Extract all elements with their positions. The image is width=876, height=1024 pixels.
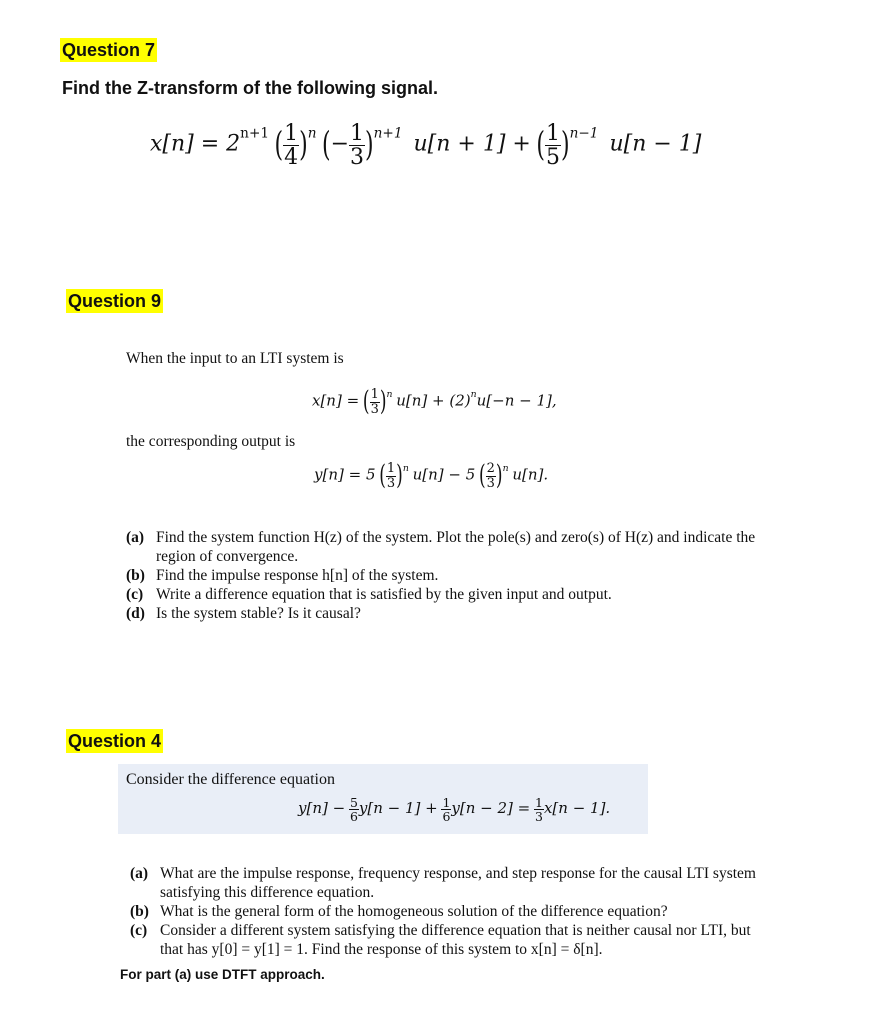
q4-parts — [130, 864, 770, 959]
q4-intro: Consider the difference equation — [126, 771, 335, 788]
q7-eq-exp1: n+1 — [240, 125, 270, 142]
q7-equation: $x[n] = 2^{n+1}$ ( $\frac{1}{4}$ )$^n$ (− $\frac{1}{3}$ )$^{n+1}$ u[n + 1] + ( $\frac{1}{5}$ )$^{n-1}$ u[n − 1] — [150, 121, 702, 171]
q9-part-d: (d) Is the system stable? Is it causal? — [126, 605, 361, 622]
q9-output-text: the corresponding output is — [126, 433, 296, 450]
q9-input-equation: x[n] = ( $\frac{1}{3}$ )$^n$ $u[n] + (2)^nu[-n - 1]$, — [312, 386, 557, 419]
q7-eq-exp4: n−1 — [569, 125, 599, 142]
q4-part-a: (a) What are the impulse response, frequency response, and step response for the causal LTI system satisfying this difference equation. — [130, 865, 756, 901]
q9-parts — [126, 528, 766, 623]
q9-intro: When the input to an LTI system is — [126, 350, 344, 367]
q7-eq-end: u[n − 1] — [609, 131, 702, 157]
q4-label: Question 4 — [68, 731, 162, 751]
q4-part-c: (c) Consider a different system satisfying the difference equation that is neither causal nor LTI, but that has y[0] = y[1] = 1. Find the response of this system to x[n] = δ[n]. — [130, 922, 751, 958]
q7-eq-exp3: n+1 — [373, 125, 403, 142]
q9-part-c: (c) Write a difference equation that is satisfied by the given input and output. — [126, 586, 612, 603]
q7-frac3: $\frac{1}{5}$ — [545, 121, 560, 171]
q7-label: Question 7 — [62, 40, 156, 60]
q4-difference-equation: y[n] − $\frac{5}{6}$ y[n − 1] + $\frac{1}{6}$ y[n − 2] = $\frac{1}{3}$ x[n − 1]. — [298, 795, 611, 825]
q4-note: For part (a) use DTFT approach. — [120, 967, 325, 982]
q4-statement-box — [118, 764, 648, 834]
q9-part-a: (a) Find the system function H(z) of the system. Plot the pole(s) and zero(s) of H(z) and indicate the region of convergence. — [126, 529, 756, 565]
q7-eq-lhs: x[n] = 2 — [150, 131, 241, 157]
q7-prompt: Find the Z-transform of the following signal. — [62, 78, 438, 98]
q9-label: Question 9 — [68, 291, 162, 311]
q9-part-b: (b) Find the impulse response h[n] of the system. — [126, 567, 439, 584]
q7-frac1: $\frac{1}{4}$ — [284, 121, 299, 171]
q4-part-b: (b) What is the general form of the homogeneous solution of the difference equation? — [130, 903, 668, 920]
q7-frac2: $\frac{1}{3}$ — [350, 121, 365, 171]
q9-output-equation: y[n] = 5 ( $\frac{1}{3}$ )$^n$ u[n] − 5 ( $\frac{2}{3}$ )$^n$ u[n]. — [314, 460, 549, 493]
q7-eq-exp2: n — [307, 125, 317, 142]
q7-eq-mid: u[n + 1] + — [413, 131, 531, 157]
